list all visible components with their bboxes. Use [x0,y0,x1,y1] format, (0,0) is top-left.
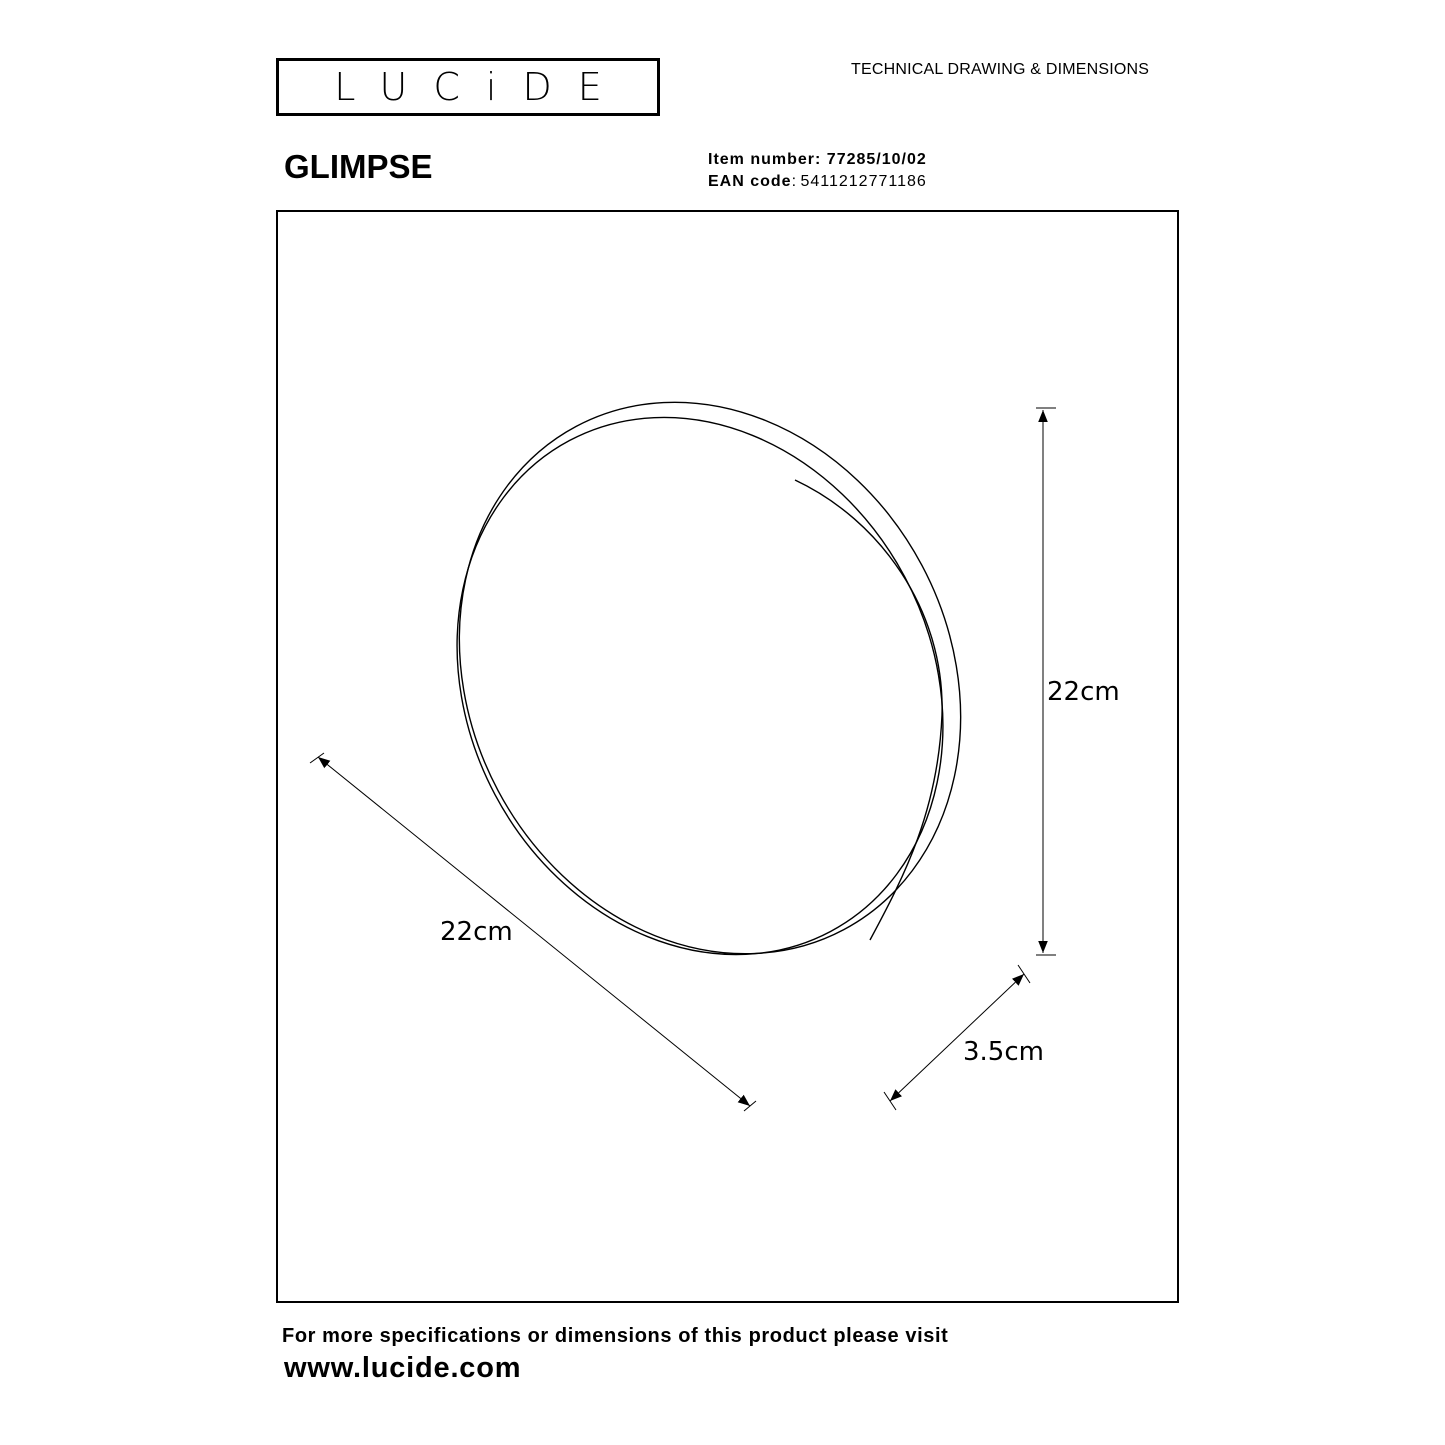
document-title: TECHNICAL DRAWING & DIMENSIONS [851,61,1150,78]
website-link[interactable]: www.lucide.com [284,1352,522,1384]
diameter-dimension [310,753,756,1111]
ean-value: 5411212771186 [800,173,927,190]
item-number-value: 77285/10/02 [826,151,927,168]
ean-row: EAN code: 5411212771186 [708,173,927,190]
diameter-label: 22cm [440,917,513,947]
item-number-row: Item number: 77285/10/02 [708,151,927,168]
ean-label: EAN code [708,173,792,190]
product-name: GLIMPSE [284,148,433,185]
footer-note: For more specifications or dimensions of this product please visit [282,1325,949,1347]
height-label: 22cm [1047,677,1120,707]
depth-label: 3.5cm [963,1037,1044,1067]
diameter-dimension-line [318,757,750,1106]
item-number-label: Item number [708,151,816,168]
diameter-ext-start [310,753,324,763]
brand-logo-text: LUCiDE [334,65,628,109]
lamp-back-plate [795,480,942,940]
